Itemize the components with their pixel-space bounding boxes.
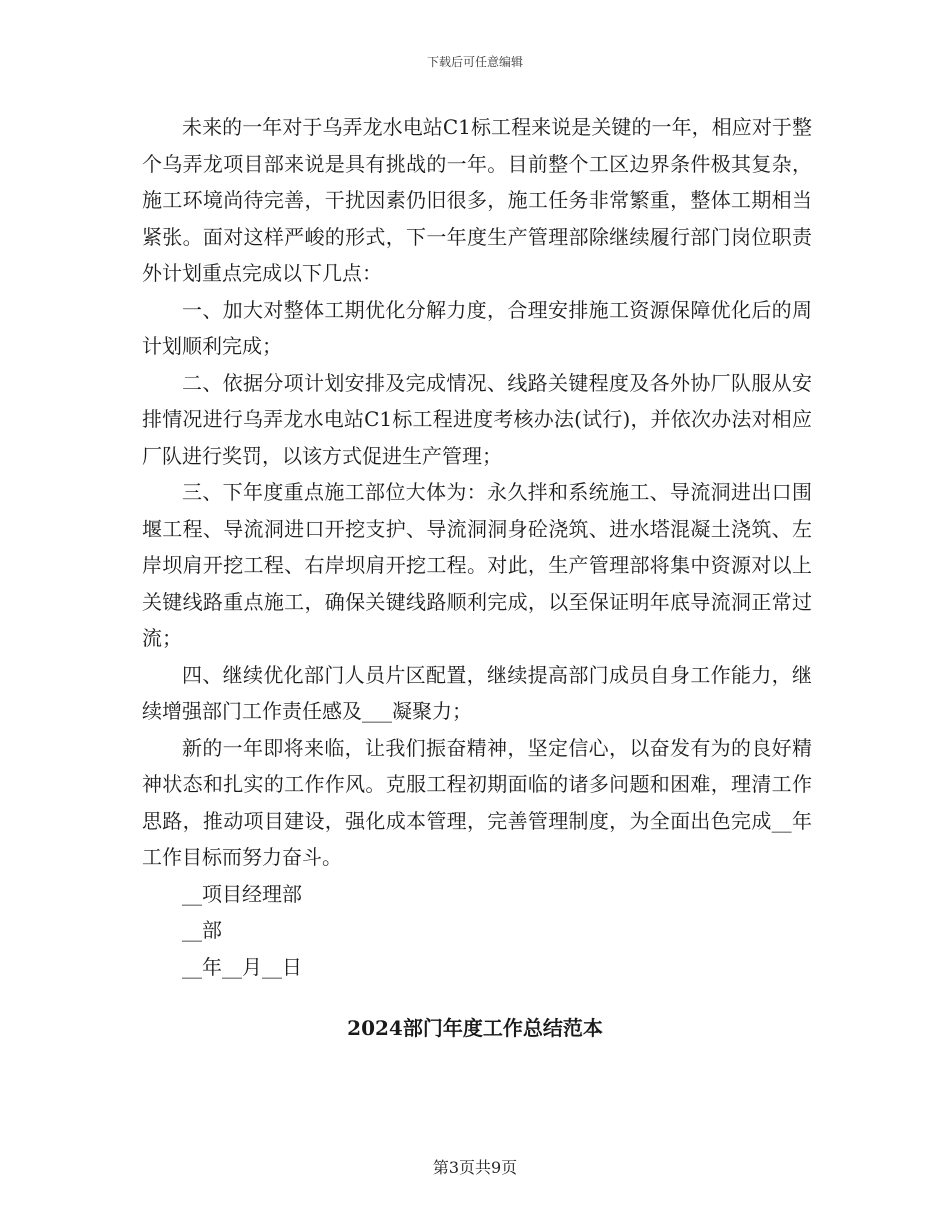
signature-org: __项目经理部 — [182, 881, 302, 906]
document-body — [142, 109, 812, 985]
paragraph-intro: 未来的一年对于乌弄龙水电站C1标工程来说是关键的一年，相应对于整个乌弄龙项目部来说是具有挑战的一年。目前整个工区边界条件极其复杂，施工环境尚待完善，干扰因素仍旧很多，施工任务非常繁重，整体工期相当紧张。面对这样严峻的形式，下一年度生产管理部除继续履行部门岗位职责外计划重点完成以下几点： — [142, 115, 812, 285]
next-section-title: 2024部门年度工作总结范本 — [347, 1016, 603, 1040]
paragraph-point-1: 一、加大对整体工期优化分解力度，合理安排施工资源保障优化后的周计划顺利完成； — [142, 297, 812, 358]
paragraph-closing: 新的一年即将来临，让我们振奋精神，坚定信心，以奋发有为的良好精神状态和扎实的工作作风。克服工程初期面临的诸多问题和困难，理清工作思路，推动项目建设，强化成本管理，完善管理制度，为全面出色完成__年工作目标而努力奋斗。 — [142, 735, 812, 869]
signature-dept: __部 — [182, 918, 222, 942]
page-footer: 第3页共9页 — [432, 1158, 518, 1177]
signature-date: __年__月__日 — [182, 954, 302, 979]
paragraph-point-2: 二、依据分项计划安排及完成情况、线路关键程度及各外协厂队服从安排情况进行乌弄龙水电站C1标工程进度考核办法(试行)，并依次办法对相应厂队进行奖罚，以该方式促进生产管理； — [142, 370, 812, 468]
paragraph-point-3: 三、下年度重点施工部位大体为：永久拌和系统施工、导流洞进出口围堰工程、导流洞进口开挖支护、导流洞洞身砼浇筑、进水塔混凝土浇筑、左岸坝肩开挖工程、右岸坝肩开挖工程。对此，生产管理部将集中资源对以上关键线路重点施工，确保关键线路顺利完成，以至保证明年底导流洞正常过流； — [142, 480, 812, 650]
paragraph-point-4: 四、继续优化部门人员片区配置，继续提高部门成员自身工作能力，继续增强部门工作责任感及___凝聚力； — [142, 662, 812, 723]
header-note: 下载后可任意编辑 — [426, 55, 523, 69]
